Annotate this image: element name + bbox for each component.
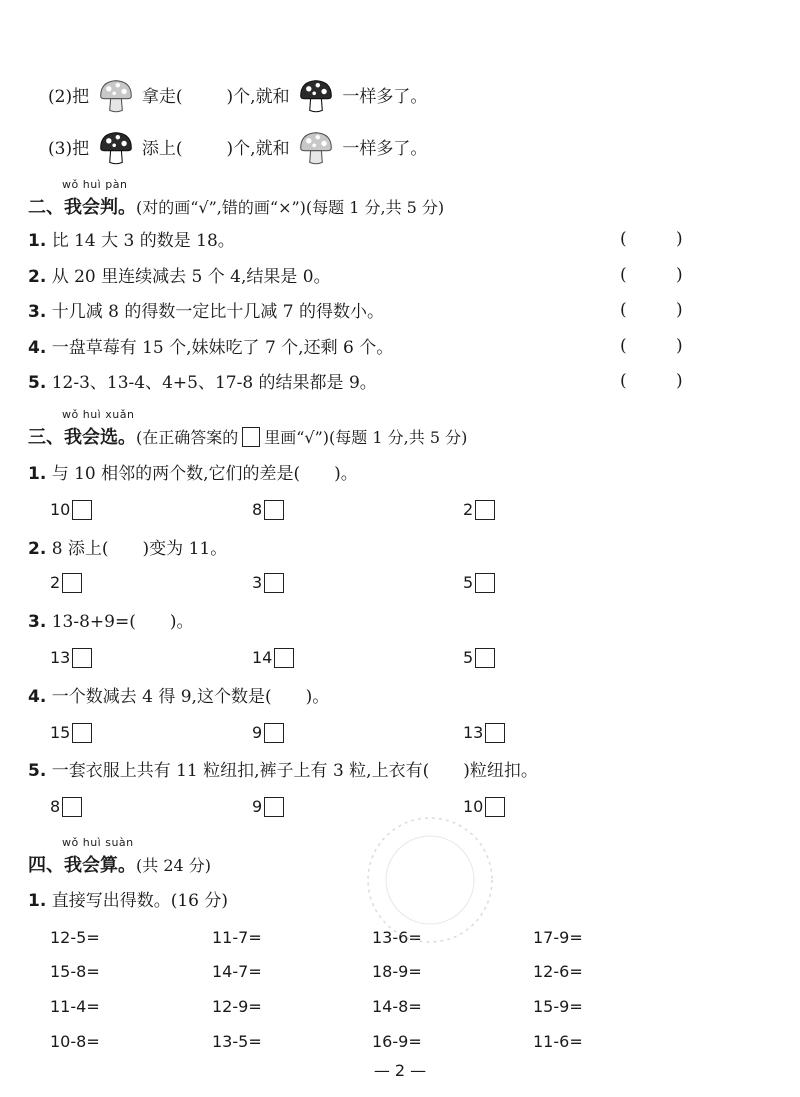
option[interactable]: [252, 573, 284, 593]
section3-title: 三、我会选。: [28, 427, 136, 448]
judge-item-number: 5.: [28, 373, 47, 393]
answer-checkbox[interactable]: [485, 723, 505, 743]
judge-item-number: 1.: [28, 231, 47, 251]
question-text: 直接写出得数。(16 分): [51, 891, 229, 911]
section4-pinyin: wǒ huì suàn: [62, 836, 134, 849]
answer-checkbox[interactable]: [475, 648, 495, 668]
answer-checkbox[interactable]: [264, 500, 284, 520]
option-label: 2: [463, 500, 474, 519]
calc-problem[interactable]: 18-9=: [372, 962, 422, 981]
option-label: 10: [50, 500, 71, 519]
calc-problem[interactable]: 11-4=: [50, 997, 100, 1016]
section3-heading: [28, 423, 467, 449]
calc-problem[interactable]: 16-9=: [372, 1032, 422, 1051]
option-label: 3: [252, 573, 263, 592]
section4-title: 四、我会算。: [28, 855, 136, 876]
choice-question: [28, 685, 329, 709]
page-number: — 2 —: [373, 1061, 427, 1080]
option-label: 15: [50, 723, 71, 742]
question-number: 2.: [28, 539, 47, 559]
question-text: 一个数减去 4 得 9,这个数是( )。: [51, 687, 330, 707]
option[interactable]: [463, 500, 495, 520]
section2-pinyin: wǒ huì pàn: [62, 178, 128, 191]
option-label: 5: [463, 648, 474, 667]
answer-checkbox[interactable]: [264, 797, 284, 817]
answer-blank-open: (: [620, 265, 627, 285]
section4-note: (共 24 分): [136, 856, 212, 875]
section2-heading: [28, 193, 444, 219]
option-label: 9: [252, 723, 263, 742]
option[interactable]: [50, 723, 92, 743]
answer-checkbox[interactable]: [62, 797, 82, 817]
calc-problem[interactable]: 15-9=: [533, 997, 583, 1016]
option[interactable]: [50, 573, 82, 593]
answer-checkbox[interactable]: [264, 723, 284, 743]
mushroom-light-icon: [298, 130, 334, 166]
answer-blank-close: ): [676, 229, 683, 249]
option-label: 13: [50, 648, 71, 667]
calc-problem[interactable]: 10-8=: [50, 1032, 100, 1051]
answer-blank-close: ): [676, 265, 683, 285]
question-text: 与 10 相邻的两个数,它们的差是( )。: [51, 464, 358, 484]
option[interactable]: [50, 797, 82, 817]
calc-problem[interactable]: 15-8=: [50, 962, 100, 981]
judge-item-number: 4.: [28, 338, 47, 358]
section3-pinyin: wǒ huì xuǎn: [62, 408, 135, 421]
option[interactable]: [50, 648, 92, 668]
option[interactable]: [463, 648, 495, 668]
answer-blank-close: ): [676, 336, 683, 356]
answer-blank-open: (: [620, 336, 627, 356]
calc-problem[interactable]: 11-6=: [533, 1032, 583, 1051]
section3-note-post: 里画“√”)(每题 1 分,共 5 分): [264, 428, 468, 447]
question-number: 5.: [28, 761, 47, 781]
judge-item-text: 12-3、13-4、4+5、17-8 的结果都是 9。: [51, 373, 377, 393]
watermark-stamp-icon: [360, 810, 500, 950]
option[interactable]: [463, 723, 505, 743]
answer-checkbox[interactable]: [475, 500, 495, 520]
calc-problem[interactable]: 14-8=: [372, 997, 422, 1016]
answer-checkbox[interactable]: [264, 573, 284, 593]
choice-question: [28, 462, 358, 486]
answer-checkbox[interactable]: [72, 500, 92, 520]
calc-problem[interactable]: 12-9=: [212, 997, 262, 1016]
judge-item: [28, 300, 384, 324]
answer-blank-open: (: [620, 371, 627, 391]
answer-checkbox[interactable]: [72, 723, 92, 743]
choice-question: [28, 610, 193, 634]
mushroom-question-3: [48, 130, 427, 166]
option[interactable]: [252, 500, 284, 520]
answer-blank-close: ): [676, 371, 683, 391]
section3-note-pre: (在正确答案的: [136, 428, 239, 447]
question-text: 8 添上( )变为 11。: [51, 539, 228, 559]
question-number: 4.: [28, 687, 47, 707]
mushroom-dark-icon: [98, 130, 134, 166]
question-number: 1.: [28, 464, 47, 484]
judge-item-text: 一盘草莓有 15 个,妹妹吃了 7 个,还剩 6 个。: [51, 338, 394, 358]
q2-middle: 拿走(: [141, 87, 183, 107]
mushroom-question-2: [48, 78, 427, 114]
option-label: 2: [50, 573, 61, 592]
option[interactable]: [252, 723, 284, 743]
judge-item-text: 十几减 8 的得数一定比十几减 7 的得数小。: [51, 302, 384, 322]
option-label: 13: [463, 723, 484, 742]
judge-item-text: 比 14 大 3 的数是 18。: [51, 231, 235, 251]
answer-blank-open: (: [620, 229, 627, 249]
judge-item: [28, 229, 235, 253]
q3-post: )个,就和: [226, 139, 290, 159]
calc-problem[interactable]: 11-7=: [212, 928, 262, 947]
answer-checkbox[interactable]: [62, 573, 82, 593]
judge-item: [28, 371, 377, 395]
judge-item-text: 从 20 里连续减去 5 个 4,结果是 0。: [51, 267, 331, 287]
question-text: 一套衣服上共有 11 粒纽扣,裤子上有 3 粒,上衣有( )粒纽扣。: [51, 761, 538, 781]
q3-prefix: (3)把: [48, 139, 90, 159]
option-label: 8: [252, 500, 263, 519]
question-text: 13-8+9=( )。: [51, 612, 194, 632]
q2-post: )个,就和: [226, 87, 290, 107]
option-label: 10: [463, 797, 484, 816]
calc-problem[interactable]: 13-6=: [372, 928, 422, 947]
question-number: 1.: [28, 891, 47, 911]
q3-middle: 添上(: [141, 139, 183, 159]
calc-problem[interactable]: 17-9=: [533, 928, 583, 947]
answer-checkbox[interactable]: [274, 648, 294, 668]
q2-end: 一样多了。: [342, 87, 428, 107]
section2-title: 二、我会判。: [28, 197, 136, 218]
calc-problem[interactable]: 13-5=: [212, 1032, 262, 1051]
q2-prefix: (2)把: [48, 87, 90, 107]
choice-question: [28, 537, 227, 561]
option-label: 9: [252, 797, 263, 816]
judge-item-number: 3.: [28, 302, 47, 322]
judge-item-number: 2.: [28, 267, 47, 287]
option-label: 8: [50, 797, 61, 816]
q3-end: 一样多了。: [342, 139, 428, 159]
option[interactable]: [463, 573, 495, 593]
mushroom-light-icon: [98, 78, 134, 114]
question-number: 3.: [28, 612, 47, 632]
mushroom-dark-icon: [298, 78, 334, 114]
answer-checkbox[interactable]: [72, 648, 92, 668]
option-label: 5: [463, 573, 474, 592]
option[interactable]: [252, 797, 284, 817]
checkbox-illustration: [242, 427, 260, 447]
choice-question: [28, 759, 538, 783]
calc-problem[interactable]: 12-6=: [533, 962, 583, 981]
option[interactable]: [50, 500, 92, 520]
option-label: 14: [252, 648, 273, 667]
section4-heading: [28, 851, 211, 877]
calc-problem[interactable]: 12-5=: [50, 928, 100, 947]
calc-instruction: [28, 889, 228, 913]
section2-note: (对的画“√”,错的画“×”)(每题 1 分,共 5 分): [136, 198, 445, 217]
calc-problem[interactable]: 14-7=: [212, 962, 262, 981]
option[interactable]: [252, 648, 294, 668]
answer-blank-close: ): [676, 300, 683, 320]
answer-checkbox[interactable]: [475, 573, 495, 593]
judge-item: [28, 265, 331, 289]
answer-blank-open: (: [620, 300, 627, 320]
judge-item: [28, 336, 393, 360]
